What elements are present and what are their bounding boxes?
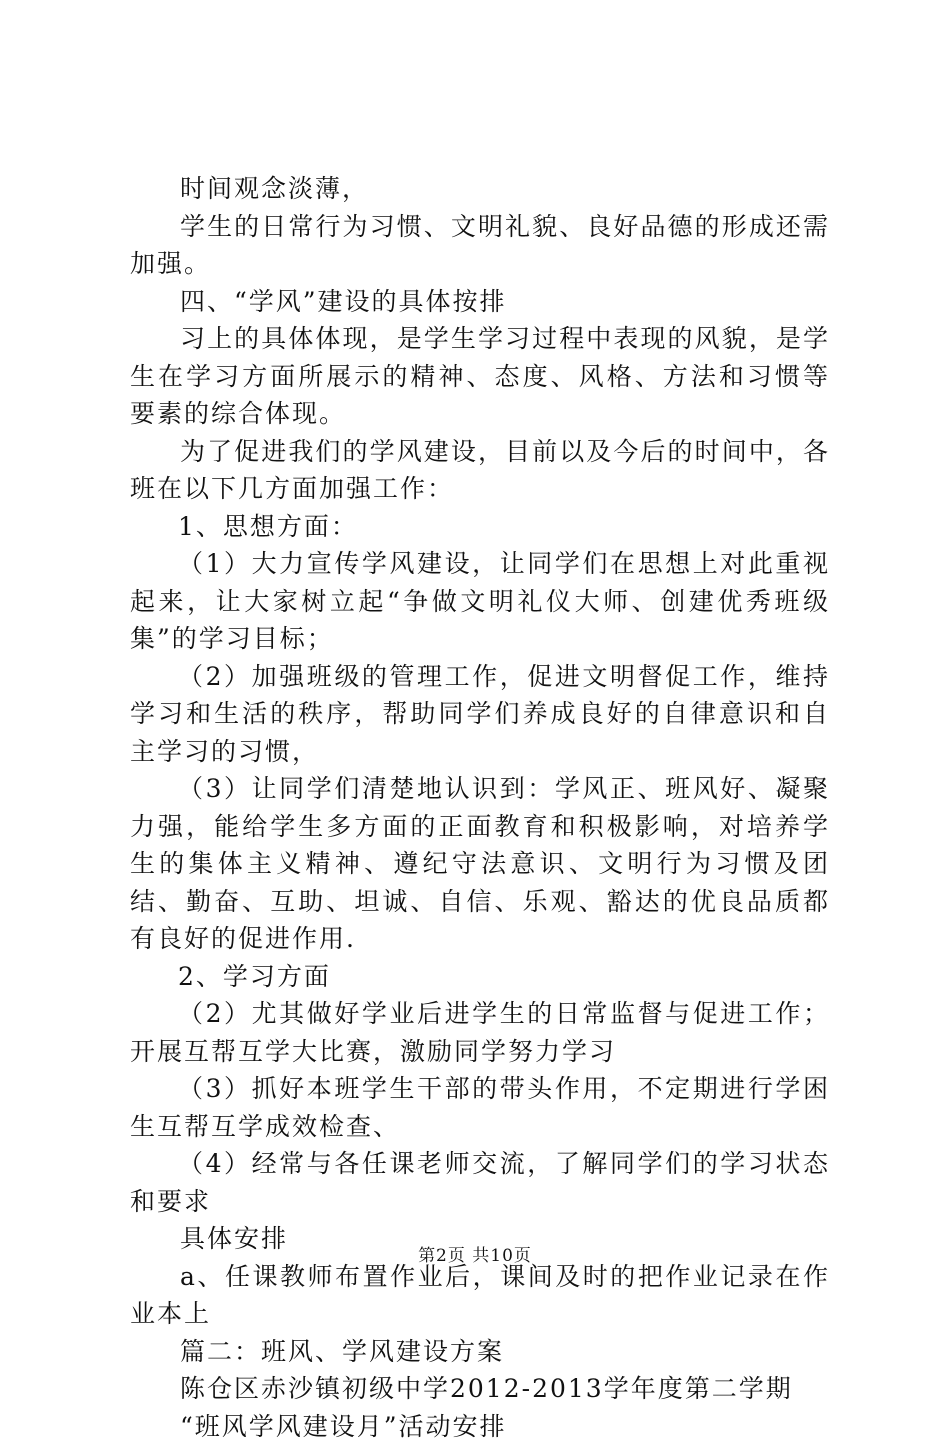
subheading-thought: 1、思想方面： bbox=[130, 508, 830, 546]
item-study-4: （4）经常与各任课老师交流，了解同学们的学习状态和要求 bbox=[130, 1145, 830, 1220]
item-arrangement-a: a、任课教师布置作业后，课间及时的把作业记录在作业本上 bbox=[130, 1258, 830, 1333]
paragraph-3: 习上的具体体现，是学生学习过程中表现的风貌，是学生在学习方面所展示的精神、态度、风格、方法和习惯等要素的综合体现。 bbox=[130, 320, 830, 433]
item-thought-1: （1）大力宣传学风建设，让同学们在思想上对此重视起来，让大家树立起“争做文明礼仪大师、创建优秀班级集”的学习目标； bbox=[130, 545, 830, 658]
activity-title: “班风学风建设月”活动安排 bbox=[130, 1408, 830, 1445]
item-thought-2: （2）加强班级的管理工作，促进文明督促工作，维持学习和生活的秩序，帮助同学们养成良好的自律意识和自主学习的习惯， bbox=[130, 658, 830, 771]
item-thought-3: （3）让同学们清楚地认识到：学风正、班风好、凝聚力强，能给学生多方面的正面教育和积极影响，对培养学生的集体主义精神、遵纪守法意识、文明行为习惯及团结、勤奋、互助、坦诚、自信、乐观、豁达的优良品质都有良好的促进作用. bbox=[130, 770, 830, 958]
paragraph-1: 时间观念淡薄， bbox=[130, 170, 830, 208]
subheading-arrangement: 具体安排 bbox=[130, 1220, 830, 1258]
subheading-study: 2、学习方面 bbox=[130, 958, 830, 996]
section-heading-4: 四、“学风”建设的具体按排 bbox=[130, 283, 830, 321]
paragraph-2: 学生的日常行为习惯、文明礼貌、良好品德的形成还需加强。 bbox=[130, 208, 830, 283]
page-number-footer: 第2页 共10页 bbox=[0, 1241, 950, 1266]
paragraph-4: 为了促进我们的学风建设，目前以及今后的时间中，各班在以下几方面加强工作： bbox=[130, 433, 830, 508]
chapter-two-title: 篇二：班风、学风建设方案 bbox=[130, 1333, 830, 1371]
item-study-3: （3）抓好本班学生干部的带头作用，不定期进行学困生互帮互学成效检查、 bbox=[130, 1070, 830, 1145]
item-study-2: （2）尤其做好学业后进学生的日常监督与促进工作；开展互帮互学大比赛，激励同学努力学习 bbox=[130, 995, 830, 1070]
school-term-line: 陈仓区赤沙镇初级中学2012-2013学年度第二学期 bbox=[130, 1370, 830, 1408]
